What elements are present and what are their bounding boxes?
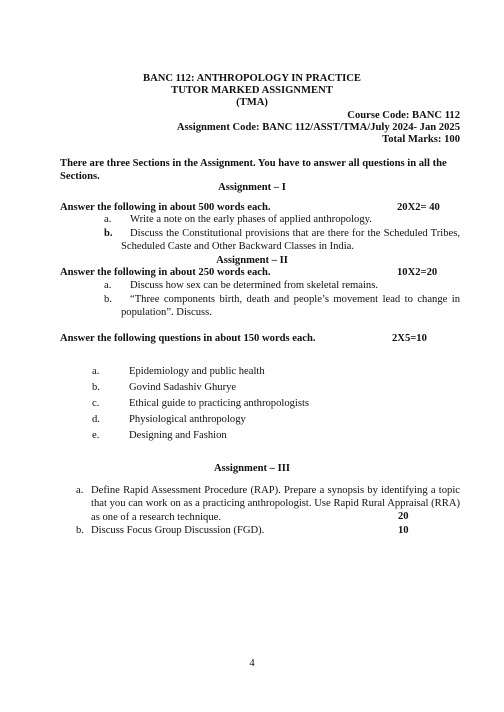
assignment-abbr: (TMA) (236, 97, 268, 108)
short-item-text: Epidemiology and public health (129, 366, 265, 377)
short-item-label: e. (92, 430, 100, 441)
assignment-1-instruction: Answer the following in about 500 words each. (60, 202, 271, 213)
a2-item-label: a. (104, 280, 112, 291)
intro-text: There are three Sections in the Assignment. You have to answer all questions in all the Sections. (60, 158, 447, 183)
a1-item-label: a. (104, 214, 112, 225)
short-item-label: a. (92, 366, 100, 377)
total-marks: Total Marks: 100 (382, 134, 460, 145)
course-code: Course Code: BANC 112 (347, 110, 460, 121)
a3-item-text: Define Rapid Assessment Procedure (RAP). Prepare a synopsis by identifying a topic that you can work on as a practicing anthropologist. Use Rapid Rural Appraisal (RRA) as one of a research technique. (91, 485, 460, 523)
a3-item-label: b. (76, 525, 84, 536)
a3-item-label: a. (76, 485, 84, 496)
assignment-1-marks: 20X2= 40 (397, 202, 440, 213)
short-item-text: Govind Sadashiv Ghurye (129, 382, 237, 393)
short-item-text: Designing and Fashion (129, 430, 227, 441)
assignment-type: TUTOR MARKED ASSIGNMENT (171, 85, 333, 96)
short-item-text: Physiological anthropology (129, 414, 246, 425)
assignment-code: Assignment Code: BANC 112/ASST/TMA/July 2024- Jan 2025 (176, 122, 460, 133)
assignment-2-instruction-short: Answer the following questions in about 150 words each. (60, 333, 316, 344)
short-item-label: d. (92, 414, 100, 425)
a2-item-text: Discuss how sex can be determined from skeletal remains. (130, 280, 378, 291)
assignment-3-title: Assignment – III (214, 463, 290, 474)
page-number: 4 (249, 658, 255, 669)
short-item-label: c. (92, 398, 100, 409)
a2-item-text: “Three components birth, death and people’s movement lead to change in population”. Discuss. (121, 294, 460, 319)
assignment-2-marks: 10X2=20 (397, 267, 438, 278)
a3-item-marks: 10 (398, 525, 409, 536)
a1-item-text: Write a note on the early phases of applied anthropology. (130, 214, 372, 225)
short-item-label: b. (92, 382, 100, 393)
short-item-text: Ethical guide to practicing anthropologists (129, 398, 310, 409)
assignment-2-instruction: Answer the following in about 250 words each. (60, 267, 271, 278)
assignment-1-title: Assignment – I (218, 182, 286, 193)
a1-item-text: Discuss the Constitutional provisions that are there for the Scheduled Tribes, Scheduled Caste and Other Backward Classes in India. (121, 228, 460, 253)
a3-item-text: Discuss Focus Group Discussion (FGD). (91, 525, 265, 536)
a1-item-label: b. (104, 228, 113, 239)
assignment-2-marks-short: 2X5=10 (392, 333, 427, 344)
course-title: BANC 112: ANTHROPOLOGY IN PRACTICE (143, 73, 361, 84)
a2-item-label: b. (104, 294, 112, 305)
assignment-2-title: Assignment – II (216, 255, 288, 266)
a3-item-marks: 20 (398, 511, 409, 522)
